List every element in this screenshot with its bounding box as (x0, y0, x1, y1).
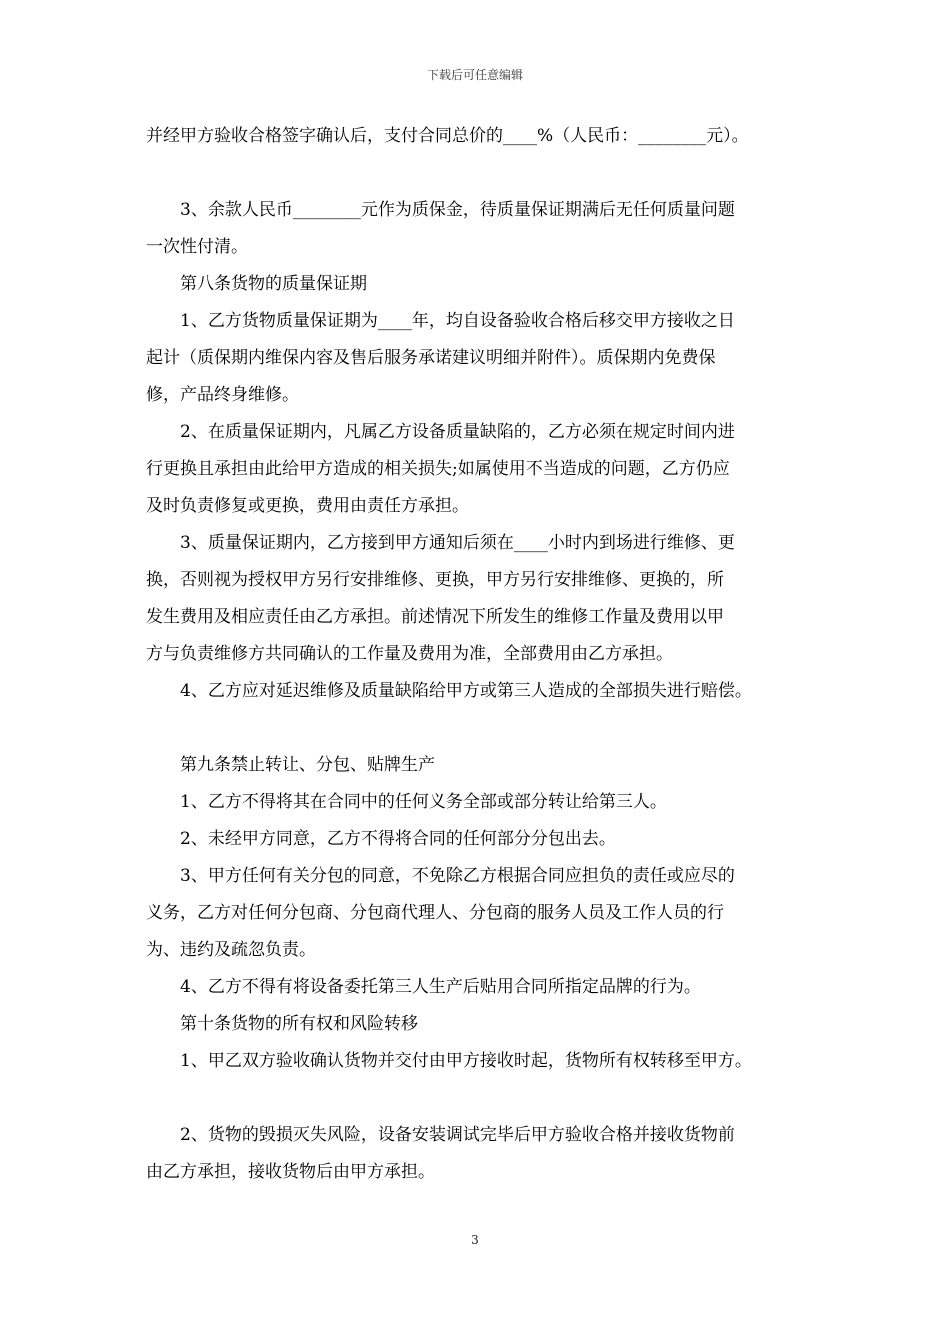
paragraph-line: 起计（质保期内维保内容及售后服务承诺建议明细并附件）。质保期内免费保 (146, 348, 716, 368)
document-body (146, 118, 822, 1191)
paragraph-line: 1、乙方货物质量保证期为____年，均自设备验收合格后移交甲方接收之日 (180, 311, 735, 331)
paragraph-line: 义务，乙方对任何分包商、分包商代理人、分包商的服务人员及工作人员的行 (146, 903, 724, 923)
paragraph-line: 2、货物的毁损灭失风险，设备安装调试完毕后甲方验收合格并接收货物前 (180, 1125, 735, 1145)
paragraph-line: 3、甲方任何有关分包的同意，不免除乙方根据合同应担负的责任或应尽的 (180, 866, 735, 886)
paragraph-line: 1、乙方不得将其在合同中的任何义务全部或部分转让给第三人。 (180, 792, 667, 812)
paragraph-line: 及时负责修复或更换，费用由责任方承担。 (146, 496, 469, 516)
paragraph-line: 2、在质量保证期内，凡属乙方设备质量缺陷的，乙方必须在规定时间内进 (180, 422, 735, 442)
paragraph-line: 修，产品终身维修。 (146, 385, 299, 405)
blank-gap (146, 710, 822, 747)
paragraph-line: 换，否则视为授权甲方另行安排维修、更换，甲方另行安排维修、更换的，所 (146, 570, 724, 590)
paragraph-line: 2、未经甲方同意，乙方不得将合同的任何部分分包出去。 (180, 829, 616, 849)
page-number: 3 (471, 1233, 479, 1247)
section-heading: 第九条禁止转让、分包、贴牌生产 (180, 755, 435, 775)
paragraph-line: 4、乙方不得有将设备委托第三人生产后贴用合同所指定品牌的行为。 (180, 977, 701, 997)
paragraph-line: 3、质量保证期内，乙方接到甲方通知后须在____小时内到场进行维修、更 (180, 533, 735, 553)
paragraph-line: 1、甲乙双方验收确认货物并交付由甲方接收时起，货物所有权转移至甲方。 (180, 1051, 752, 1071)
section-heading: 第十条货物的所有权和风险转移 (180, 1014, 418, 1034)
blank-gap (146, 155, 822, 192)
page-header: 下载后可任意编辑 (426, 68, 523, 82)
paragraph-line: 方与负责维修方共同确认的工作量及费用为准，全部费用由乙方承担。 (146, 644, 673, 664)
paragraph-line: 并经甲方验收合格签字确认后，支付合同总价的____%（人民币：________元）。 (146, 126, 749, 146)
section-heading: 第八条货物的质量保证期 (180, 274, 367, 294)
paragraph-line: 一次性付清。 (146, 237, 248, 257)
paragraph-line: 3、余款人民币________元作为质保金，待质量保证期满后无任何质量问题 (180, 200, 735, 220)
paragraph-line: 4、乙方应对延迟维修及质量缺陷给甲方或第三人造成的全部损失进行赔偿。 (180, 681, 752, 701)
paragraph-line: 由乙方承担，接收货物后由甲方承担。 (146, 1162, 435, 1182)
blank-gap (146, 1080, 822, 1117)
paragraph-line: 为、违约及疏忽负责。 (146, 940, 316, 960)
paragraph-line: 行更换且承担由此给甲方造成的相关损失;如属使用不当造成的问题，乙方仍应 (146, 459, 730, 479)
paragraph-line: 发生费用及相应责任由乙方承担。前述情况下所发生的维修工作量及费用以甲 (146, 607, 724, 627)
